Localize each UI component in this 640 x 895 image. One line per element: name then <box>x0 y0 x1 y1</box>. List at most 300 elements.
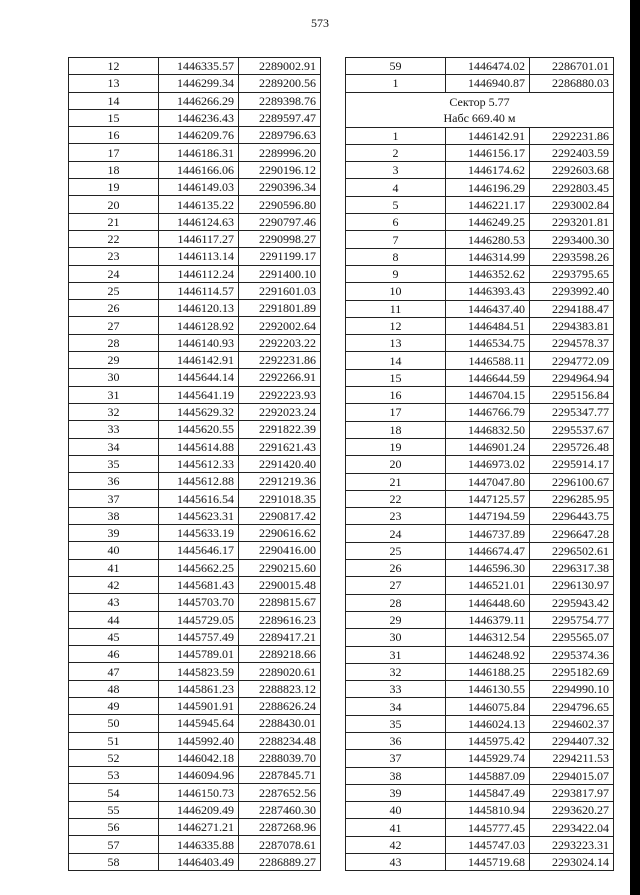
y-coordinate: 2292231.86 <box>530 127 614 144</box>
table-row <box>69 352 321 369</box>
y-coordinate: 2294188.47 <box>530 300 614 317</box>
point-number: 38 <box>69 507 159 524</box>
table-row <box>69 749 321 766</box>
point-number: 26 <box>69 300 159 317</box>
point-number: 12 <box>69 58 159 75</box>
point-number: 19 <box>346 438 446 455</box>
x-coordinate: 1446186.31 <box>159 144 239 161</box>
table-row <box>346 594 614 611</box>
x-coordinate: 1446128.92 <box>159 317 239 334</box>
y-coordinate: 2290817.42 <box>239 507 321 524</box>
point-number: 20 <box>346 456 446 473</box>
x-coordinate: 1446236.43 <box>159 109 239 126</box>
table-row <box>69 300 321 317</box>
x-coordinate: 1445620.55 <box>159 421 239 438</box>
x-coordinate: 1445945.64 <box>159 715 239 732</box>
x-coordinate: 1446142.91 <box>446 127 530 144</box>
point-number: 39 <box>69 525 159 542</box>
point-number: 5 <box>346 196 446 213</box>
table-row <box>346 387 614 404</box>
table-row <box>69 455 321 472</box>
x-coordinate: 1446142.91 <box>159 352 239 369</box>
x-coordinate: 1445633.19 <box>159 525 239 542</box>
y-coordinate: 2286880.03 <box>530 75 614 92</box>
point-number: 19 <box>69 179 159 196</box>
x-coordinate: 1446174.62 <box>446 162 530 179</box>
point-number: 21 <box>69 213 159 230</box>
table-row <box>346 819 614 836</box>
y-coordinate: 2294383.81 <box>530 317 614 334</box>
table-row <box>346 577 614 594</box>
point-number: 25 <box>69 282 159 299</box>
y-coordinate: 2290596.80 <box>239 196 321 213</box>
y-coordinate: 2288039.70 <box>239 749 321 766</box>
x-coordinate: 1446737.89 <box>446 525 530 542</box>
x-coordinate: 1446188.25 <box>446 663 530 680</box>
point-number: 15 <box>346 369 446 386</box>
sector-header <box>346 92 614 127</box>
point-number: 11 <box>346 300 446 317</box>
x-coordinate: 1446112.24 <box>159 265 239 282</box>
point-number: 43 <box>69 594 159 611</box>
point-number: 34 <box>346 698 446 715</box>
point-number: 34 <box>69 438 159 455</box>
table-row <box>69 127 321 144</box>
y-coordinate: 2295347.77 <box>530 404 614 421</box>
table-row <box>346 421 614 438</box>
table-row <box>69 438 321 455</box>
point-number: 22 <box>346 490 446 507</box>
y-coordinate: 2287652.56 <box>239 784 321 801</box>
table-row <box>69 784 321 801</box>
y-coordinate: 2294772.09 <box>530 352 614 369</box>
y-coordinate: 2288430.01 <box>239 715 321 732</box>
table-row <box>346 473 614 490</box>
y-coordinate: 2296317.38 <box>530 560 614 577</box>
x-coordinate: 1445616.54 <box>159 490 239 507</box>
table-row <box>346 352 614 369</box>
table-row <box>346 231 614 248</box>
y-coordinate: 2286701.01 <box>530 58 614 75</box>
x-coordinate: 1445703.70 <box>159 594 239 611</box>
y-coordinate: 2293400.30 <box>530 231 614 248</box>
x-coordinate: 1446135.22 <box>159 196 239 213</box>
y-coordinate: 2290215.60 <box>239 559 321 576</box>
point-number: 24 <box>346 525 446 542</box>
y-coordinate: 2294211.53 <box>530 750 614 767</box>
point-number: 51 <box>69 732 159 749</box>
y-coordinate: 2291018.35 <box>239 490 321 507</box>
y-coordinate: 2294796.65 <box>530 698 614 715</box>
x-coordinate: 1447125.57 <box>446 490 530 507</box>
x-coordinate: 1446280.53 <box>446 231 530 248</box>
y-coordinate: 2293024.14 <box>530 854 614 871</box>
point-number: 41 <box>346 819 446 836</box>
y-coordinate: 2293422.04 <box>530 819 614 836</box>
x-coordinate: 1446484.51 <box>446 317 530 334</box>
point-number: 49 <box>69 697 159 714</box>
y-coordinate: 2289996.20 <box>239 144 321 161</box>
point-number: 45 <box>69 628 159 645</box>
table-row <box>69 248 321 265</box>
x-coordinate: 1447047.80 <box>446 473 530 490</box>
point-number: 29 <box>69 352 159 369</box>
y-coordinate: 2288626.24 <box>239 697 321 714</box>
table-row <box>346 629 614 646</box>
table-row <box>69 213 321 230</box>
x-coordinate: 1446209.49 <box>159 801 239 818</box>
y-coordinate: 2289815.67 <box>239 594 321 611</box>
point-number: 37 <box>346 750 446 767</box>
table-row <box>69 611 321 628</box>
point-number: 40 <box>69 542 159 559</box>
table-row <box>346 542 614 559</box>
point-number: 14 <box>346 352 446 369</box>
y-coordinate: 2291621.43 <box>239 438 321 455</box>
point-number: 42 <box>69 576 159 593</box>
y-coordinate: 2293620.27 <box>530 802 614 819</box>
point-number: 28 <box>69 334 159 351</box>
point-number: 6 <box>346 214 446 231</box>
point-number: 4 <box>346 179 446 196</box>
table-row <box>346 75 614 92</box>
x-coordinate: 1445823.59 <box>159 663 239 680</box>
table-row <box>346 144 614 161</box>
point-number: 15 <box>69 109 159 126</box>
sector-title: Сектор 5.77 <box>449 94 510 109</box>
y-coordinate: 2295182.69 <box>530 663 614 680</box>
x-coordinate: 1446335.88 <box>159 836 239 853</box>
point-number: 21 <box>346 473 446 490</box>
x-coordinate: 1445992.40 <box>159 732 239 749</box>
table-row <box>346 560 614 577</box>
x-coordinate: 1446075.84 <box>446 698 530 715</box>
table-row <box>69 230 321 247</box>
x-coordinate: 1446901.24 <box>446 438 530 455</box>
point-number: 42 <box>346 836 446 853</box>
point-number: 58 <box>69 853 159 870</box>
point-number: 25 <box>346 542 446 559</box>
point-number: 10 <box>346 283 446 300</box>
table-row <box>346 438 614 455</box>
point-number: 52 <box>69 749 159 766</box>
y-coordinate: 2292023.24 <box>239 403 321 420</box>
point-number: 59 <box>346 58 446 75</box>
table-row <box>346 836 614 853</box>
y-coordinate: 2291219.36 <box>239 473 321 490</box>
table-row <box>346 283 614 300</box>
x-coordinate: 1445777.45 <box>446 819 530 836</box>
table-row <box>69 836 321 853</box>
y-coordinate: 2289616.23 <box>239 611 321 628</box>
y-coordinate: 2292403.59 <box>530 144 614 161</box>
x-coordinate: 1446448.60 <box>446 594 530 611</box>
x-coordinate: 1445612.33 <box>159 455 239 472</box>
table-row <box>346 300 614 317</box>
table-row <box>69 421 321 438</box>
point-number: 18 <box>69 161 159 178</box>
x-coordinate: 1446094.96 <box>159 767 239 784</box>
table-row <box>346 317 614 334</box>
point-number: 24 <box>69 265 159 282</box>
y-coordinate: 2290797.46 <box>239 213 321 230</box>
table-row <box>346 179 614 196</box>
table-row <box>346 525 614 542</box>
x-coordinate: 1446248.92 <box>446 646 530 663</box>
y-coordinate: 2293002.84 <box>530 196 614 213</box>
table-row <box>69 663 321 680</box>
x-coordinate: 1445847.49 <box>446 784 530 801</box>
point-number: 14 <box>69 92 159 109</box>
table-row <box>69 542 321 559</box>
table-row <box>346 58 614 75</box>
point-number: 32 <box>69 403 159 420</box>
table-row <box>69 386 321 403</box>
point-number: 16 <box>69 127 159 144</box>
y-coordinate: 2289597.47 <box>239 109 321 126</box>
x-coordinate: 1446335.57 <box>159 58 239 75</box>
table-row <box>69 628 321 645</box>
y-coordinate: 2289398.76 <box>239 92 321 109</box>
x-coordinate: 1446117.27 <box>159 230 239 247</box>
y-coordinate: 2292223.93 <box>239 386 321 403</box>
y-coordinate: 2294990.10 <box>530 681 614 698</box>
x-coordinate: 1445612.88 <box>159 473 239 490</box>
table-row <box>346 767 614 784</box>
coordinates-table-right <box>345 57 614 871</box>
y-coordinate: 2296443.75 <box>530 508 614 525</box>
y-coordinate: 2295754.77 <box>530 611 614 628</box>
point-number: 56 <box>69 819 159 836</box>
x-coordinate: 1446024.13 <box>446 715 530 732</box>
x-coordinate: 1445789.01 <box>159 646 239 663</box>
x-coordinate: 1446130.55 <box>446 681 530 698</box>
point-number: 8 <box>346 248 446 265</box>
table-row <box>69 680 321 697</box>
point-number: 31 <box>346 646 446 663</box>
table-row <box>346 127 614 144</box>
point-number: 36 <box>346 732 446 749</box>
x-coordinate: 1446299.34 <box>159 75 239 92</box>
y-coordinate: 2291199.17 <box>239 248 321 265</box>
x-coordinate: 1446393.43 <box>446 283 530 300</box>
x-coordinate: 1445861.23 <box>159 680 239 697</box>
point-number: 31 <box>69 386 159 403</box>
x-coordinate: 1445641.19 <box>159 386 239 403</box>
table-row <box>346 196 614 213</box>
point-number: 3 <box>346 162 446 179</box>
x-coordinate: 1446196.29 <box>446 179 530 196</box>
table-row <box>69 767 321 784</box>
sector-header-row <box>346 92 614 127</box>
x-coordinate: 1446973.02 <box>446 456 530 473</box>
point-number: 39 <box>346 784 446 801</box>
x-coordinate: 1446352.62 <box>446 265 530 282</box>
y-coordinate: 2288234.48 <box>239 732 321 749</box>
y-coordinate: 2292803.45 <box>530 179 614 196</box>
table-row <box>69 58 321 75</box>
table-row <box>69 334 321 351</box>
x-coordinate: 1445662.25 <box>159 559 239 576</box>
y-coordinate: 2295156.84 <box>530 387 614 404</box>
x-coordinate: 1446314.99 <box>446 248 530 265</box>
point-number: 22 <box>69 230 159 247</box>
point-number: 37 <box>69 490 159 507</box>
point-number: 1 <box>346 75 446 92</box>
point-number: 28 <box>346 594 446 611</box>
x-coordinate: 1445646.17 <box>159 542 239 559</box>
point-number: 17 <box>346 404 446 421</box>
table-row <box>346 732 614 749</box>
point-number: 18 <box>346 421 446 438</box>
point-number: 40 <box>346 802 446 819</box>
table-row <box>69 473 321 490</box>
y-coordinate: 2294015.07 <box>530 767 614 784</box>
y-coordinate: 2296647.28 <box>530 525 614 542</box>
point-number: 29 <box>346 611 446 628</box>
point-number: 30 <box>69 369 159 386</box>
x-coordinate: 1446149.03 <box>159 179 239 196</box>
table-row <box>346 611 614 628</box>
point-number: 26 <box>346 560 446 577</box>
y-coordinate: 2292266.91 <box>239 369 321 386</box>
y-coordinate: 2293598.26 <box>530 248 614 265</box>
x-coordinate: 1446766.79 <box>446 404 530 421</box>
y-coordinate: 2290196.12 <box>239 161 321 178</box>
y-coordinate: 2296100.67 <box>530 473 614 490</box>
table-row <box>346 784 614 801</box>
table-row <box>69 732 321 749</box>
table-row <box>69 819 321 836</box>
table-row <box>346 335 614 352</box>
x-coordinate: 1446209.76 <box>159 127 239 144</box>
y-coordinate: 2290998.27 <box>239 230 321 247</box>
x-coordinate: 1446150.73 <box>159 784 239 801</box>
y-coordinate: 2287268.96 <box>239 819 321 836</box>
point-number: 16 <box>346 387 446 404</box>
x-coordinate: 1446266.29 <box>159 92 239 109</box>
table-row <box>346 214 614 231</box>
table-row <box>346 715 614 732</box>
y-coordinate: 2291420.40 <box>239 455 321 472</box>
y-coordinate: 2289200.56 <box>239 75 321 92</box>
y-coordinate: 2290616.62 <box>239 525 321 542</box>
x-coordinate: 1446379.11 <box>446 611 530 628</box>
y-coordinate: 2291601.03 <box>239 282 321 299</box>
x-coordinate: 1445757.49 <box>159 628 239 645</box>
y-coordinate: 2295914.17 <box>530 456 614 473</box>
point-number: 43 <box>346 854 446 871</box>
y-coordinate: 2295726.48 <box>530 438 614 455</box>
y-coordinate: 2295537.67 <box>530 421 614 438</box>
table-row <box>69 265 321 282</box>
x-coordinate: 1445629.32 <box>159 403 239 420</box>
x-coordinate: 1445929.74 <box>446 750 530 767</box>
x-coordinate: 1446534.75 <box>446 335 530 352</box>
table-row <box>69 196 321 213</box>
y-coordinate: 2292603.68 <box>530 162 614 179</box>
y-coordinate: 2291400.10 <box>239 265 321 282</box>
x-coordinate: 1445681.43 <box>159 576 239 593</box>
table-row <box>69 369 321 386</box>
x-coordinate: 1447194.59 <box>446 508 530 525</box>
x-coordinate: 1446403.49 <box>159 853 239 870</box>
point-number: 35 <box>346 715 446 732</box>
point-number: 33 <box>346 681 446 698</box>
point-number: 54 <box>69 784 159 801</box>
y-coordinate: 2293992.40 <box>530 283 614 300</box>
point-number: 2 <box>346 144 446 161</box>
y-coordinate: 2289002.91 <box>239 58 321 75</box>
table-row <box>346 681 614 698</box>
table-row <box>69 576 321 593</box>
x-coordinate: 1446596.30 <box>446 560 530 577</box>
point-number: 47 <box>69 663 159 680</box>
table-row <box>69 317 321 334</box>
y-coordinate: 2294578.37 <box>530 335 614 352</box>
y-coordinate: 2295943.42 <box>530 594 614 611</box>
table-row <box>69 507 321 524</box>
x-coordinate: 1446521.01 <box>446 577 530 594</box>
x-coordinate: 1446271.21 <box>159 819 239 836</box>
x-coordinate: 1445747.03 <box>446 836 530 853</box>
table-row <box>346 646 614 663</box>
point-number: 17 <box>69 144 159 161</box>
point-number: 50 <box>69 715 159 732</box>
table-row <box>69 179 321 196</box>
x-coordinate: 1446312.54 <box>446 629 530 646</box>
table-row <box>69 594 321 611</box>
table-row <box>69 559 321 576</box>
x-coordinate: 1446832.50 <box>446 421 530 438</box>
x-coordinate: 1446704.15 <box>446 387 530 404</box>
y-coordinate: 2287845.71 <box>239 767 321 784</box>
y-coordinate: 2290015.48 <box>239 576 321 593</box>
y-coordinate: 2287078.61 <box>239 836 321 853</box>
x-coordinate: 1445887.09 <box>446 767 530 784</box>
y-coordinate: 2286889.27 <box>239 853 321 870</box>
x-coordinate: 1446474.02 <box>446 58 530 75</box>
point-number: 38 <box>346 767 446 784</box>
table-row <box>69 92 321 109</box>
y-coordinate: 2292203.22 <box>239 334 321 351</box>
table-row <box>69 403 321 420</box>
y-coordinate: 2294602.37 <box>530 715 614 732</box>
point-number: 32 <box>346 663 446 680</box>
point-number: 30 <box>346 629 446 646</box>
table-row <box>346 490 614 507</box>
point-number: 27 <box>346 577 446 594</box>
sector-subtitle: Набс 669.40 м <box>443 110 516 125</box>
y-coordinate: 2292002.64 <box>239 317 321 334</box>
point-number: 23 <box>69 248 159 265</box>
x-coordinate: 1446588.11 <box>446 352 530 369</box>
x-coordinate: 1445975.42 <box>446 732 530 749</box>
table-row <box>69 161 321 178</box>
x-coordinate: 1446113.14 <box>159 248 239 265</box>
table-row <box>346 456 614 473</box>
point-number: 13 <box>69 75 159 92</box>
point-number: 35 <box>69 455 159 472</box>
point-number: 12 <box>346 317 446 334</box>
y-coordinate: 2293223.31 <box>530 836 614 853</box>
y-coordinate: 2290396.34 <box>239 179 321 196</box>
coordinates-table-left <box>68 57 321 871</box>
x-coordinate: 1445623.31 <box>159 507 239 524</box>
y-coordinate: 2295565.07 <box>530 629 614 646</box>
table-row <box>346 404 614 421</box>
x-coordinate: 1446249.25 <box>446 214 530 231</box>
